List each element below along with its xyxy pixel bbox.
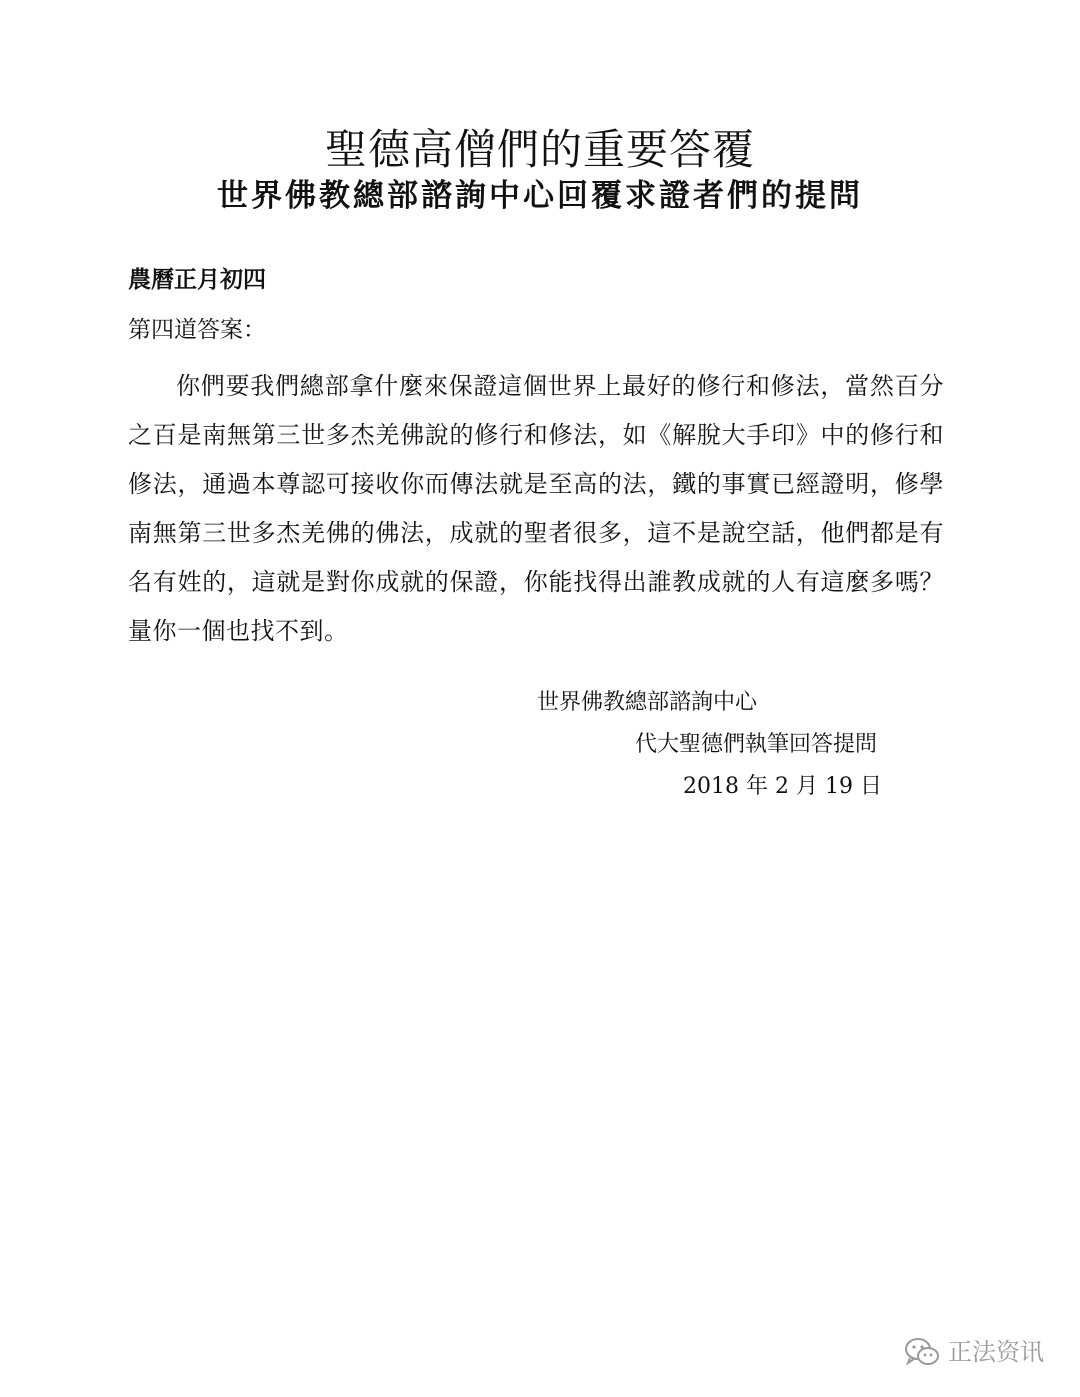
document-subtitle: 世界佛教總部諮詢中心回覆求證者們的提問: [217, 178, 863, 214]
wechat-icon: [904, 1337, 940, 1367]
answer-body: 你們要我們總部拿什麼來保證這個世界上最好的修行和修法，當然百分之百是南無第三世多杰羌佛說的修行和修法，如《解脫大手印》中的修行和修法，通過本尊認可接收你而傳法就是至高的法，鐵的事實已經證明，修學南無第三世多杰羌佛的佛法，成就的聖者很多，這不是說空話，他們都是有名有姓的，這就是對你成就的保證，你能找得出誰教成就的人有這麼多嗎？量你一個也找不到。: [128, 372, 944, 645]
answer-label: 第四道答案：: [128, 317, 266, 343]
lunar-date-heading: 農曆正月初四: [128, 266, 266, 293]
watermark-text: 正法资讯: [948, 1338, 1044, 1366]
signature-organization: 世界佛教總部諮詢中心: [537, 690, 758, 715]
signature-date: 2018 年 2 月 19 日: [683, 774, 882, 799]
document-title: 聖德高僧們的重要答覆: [324, 125, 755, 174]
watermark: [904, 1337, 1044, 1367]
signature-role: 代大聖德們執筆回答提問: [635, 732, 878, 757]
